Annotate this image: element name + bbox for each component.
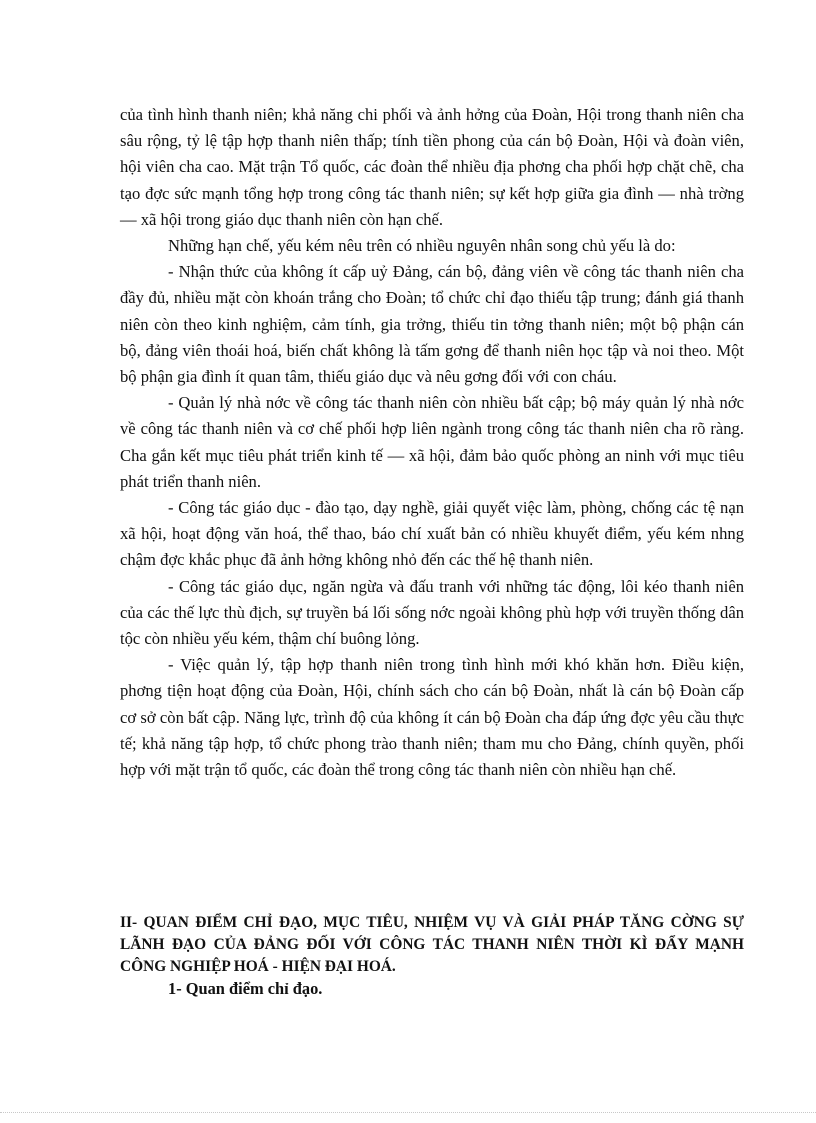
paragraph-cause-state-management: - Quản lý nhà nớc về công tác thanh niên còn nhiều bất cập; bộ máy quản lý nhà nớc về công tác thanh niên và cơ chế phối hợp liên ngành trong công tác thanh niên cha rõ ràng. Cha gắn kết mục tiêu phát triển kinh tế — xã hội, đảm bảo quốc phòng an ninh với mục tiêu phát triển thanh niên. xyxy=(120,393,744,491)
paragraph-cause-organization: - Việc quản lý, tập hợp thanh niên trong tình hình mới khó khăn hơn. Điều kiện, phơng tiện hoạt động của Đoàn, Hội, chính sách cho cán bộ Đoàn, nhất là cán bộ Đoàn cấp cơ sở còn bất cập. Năng lực, trình độ của không ít cán bộ Đoàn cha đáp ứng đợc yêu cầu thực tế; khả năng tập hợp, tổ chức phong trào thanh niên; tham mu cho Đảng, chính quyền, phối hợp với mặt trận tổ quốc, các đoàn thể trong công tác thanh niên còn nhiều hạn chế. xyxy=(120,655,744,780)
paragraph-cause-education: - Công tác giáo dục - đào tạo, dạy nghề, giải quyết việc làm, phòng, chống các tệ nạn xã hội, hoạt động văn hoá, thể thao, báo chí xuất bản có nhiều khuyết điểm, yếu kém nhng chậm đợc khắc phục đã ảnh hởng không nhỏ đến các thế hệ thanh niên. xyxy=(120,498,744,570)
section-heading: II- QUAN ĐIỂM CHỈ ĐẠO, MỤC TIÊU, NHIỆM VỤ VÀ GIẢI PHÁP TĂNG CỜNG SỰ LÃNH ĐẠO CỦA ĐẢNG ĐỐI VỚI CÔNG TÁC THANH NIÊN THỜI KÌ ĐẨY MẠNH CÔNG NGHIỆP HOÁ - HIỆN ĐẠI HOÁ. xyxy=(120,914,744,975)
paragraph-causes-intro: Những hạn chế, yếu kém nêu trên có nhiều nguyên nhân song chủ yếu là do: xyxy=(168,236,676,256)
paragraph-cause-hostile-forces: - Công tác giáo dục, ngăn ngừa và đấu tranh với những tác động, lôi kéo thanh niên của các thế lực thù địch, sự truyền bá lối sống nớc ngoài không phù hợp với truyền thống dân tộc còn nhiều yếu kém, thậm chí buông lỏng. xyxy=(120,576,744,649)
paragraph-youth-situation: của tình hình thanh niên; khả năng chi phối và ảnh hởng của Đoàn, Hội trong thanh niên cha sâu rộng, tỷ lệ tập hợp thanh niên thấp; tính tiền phong của cán bộ Đoàn, Hội và đoàn viên, hội viên cha cao. Mặt trận Tổ quốc, các đoàn thể nhiều địa phơng cha phối hợp chặt chẽ, cha tạo đợc sức mạnh tổng hợp trong công tác thanh niên; sự kết hợp giữa gia đình — nhà trờng — xã hội trong giáo dục thanh niên còn hạn chế. xyxy=(120,105,744,229)
subsection-heading: 1- Quan điểm chỉ đạo. xyxy=(168,979,323,998)
page-bottom-divider xyxy=(0,1112,816,1113)
body-text xyxy=(120,102,744,783)
paragraph-cause-awareness: - Nhận thức của không ít cấp uỷ Đảng, cán bộ, đảng viên về công tác thanh niên cha đầy đủ, nhiều mặt còn khoán trắng cho Đoàn; tổ chức chỉ đạo thiếu tập trung; đánh giá thanh niên còn theo kinh nghiệm, cảm tính, gia trởng, thiếu tin tởng thanh niên; một bộ phận cán bộ, đảng viên thoái hoá, biến chất không là tấm gơng để thanh niên học tập và noi theo. Một bộ phận gia đình ít quan tâm, thiếu giáo dục và nêu gơng đối với con cháu. xyxy=(120,262,744,387)
